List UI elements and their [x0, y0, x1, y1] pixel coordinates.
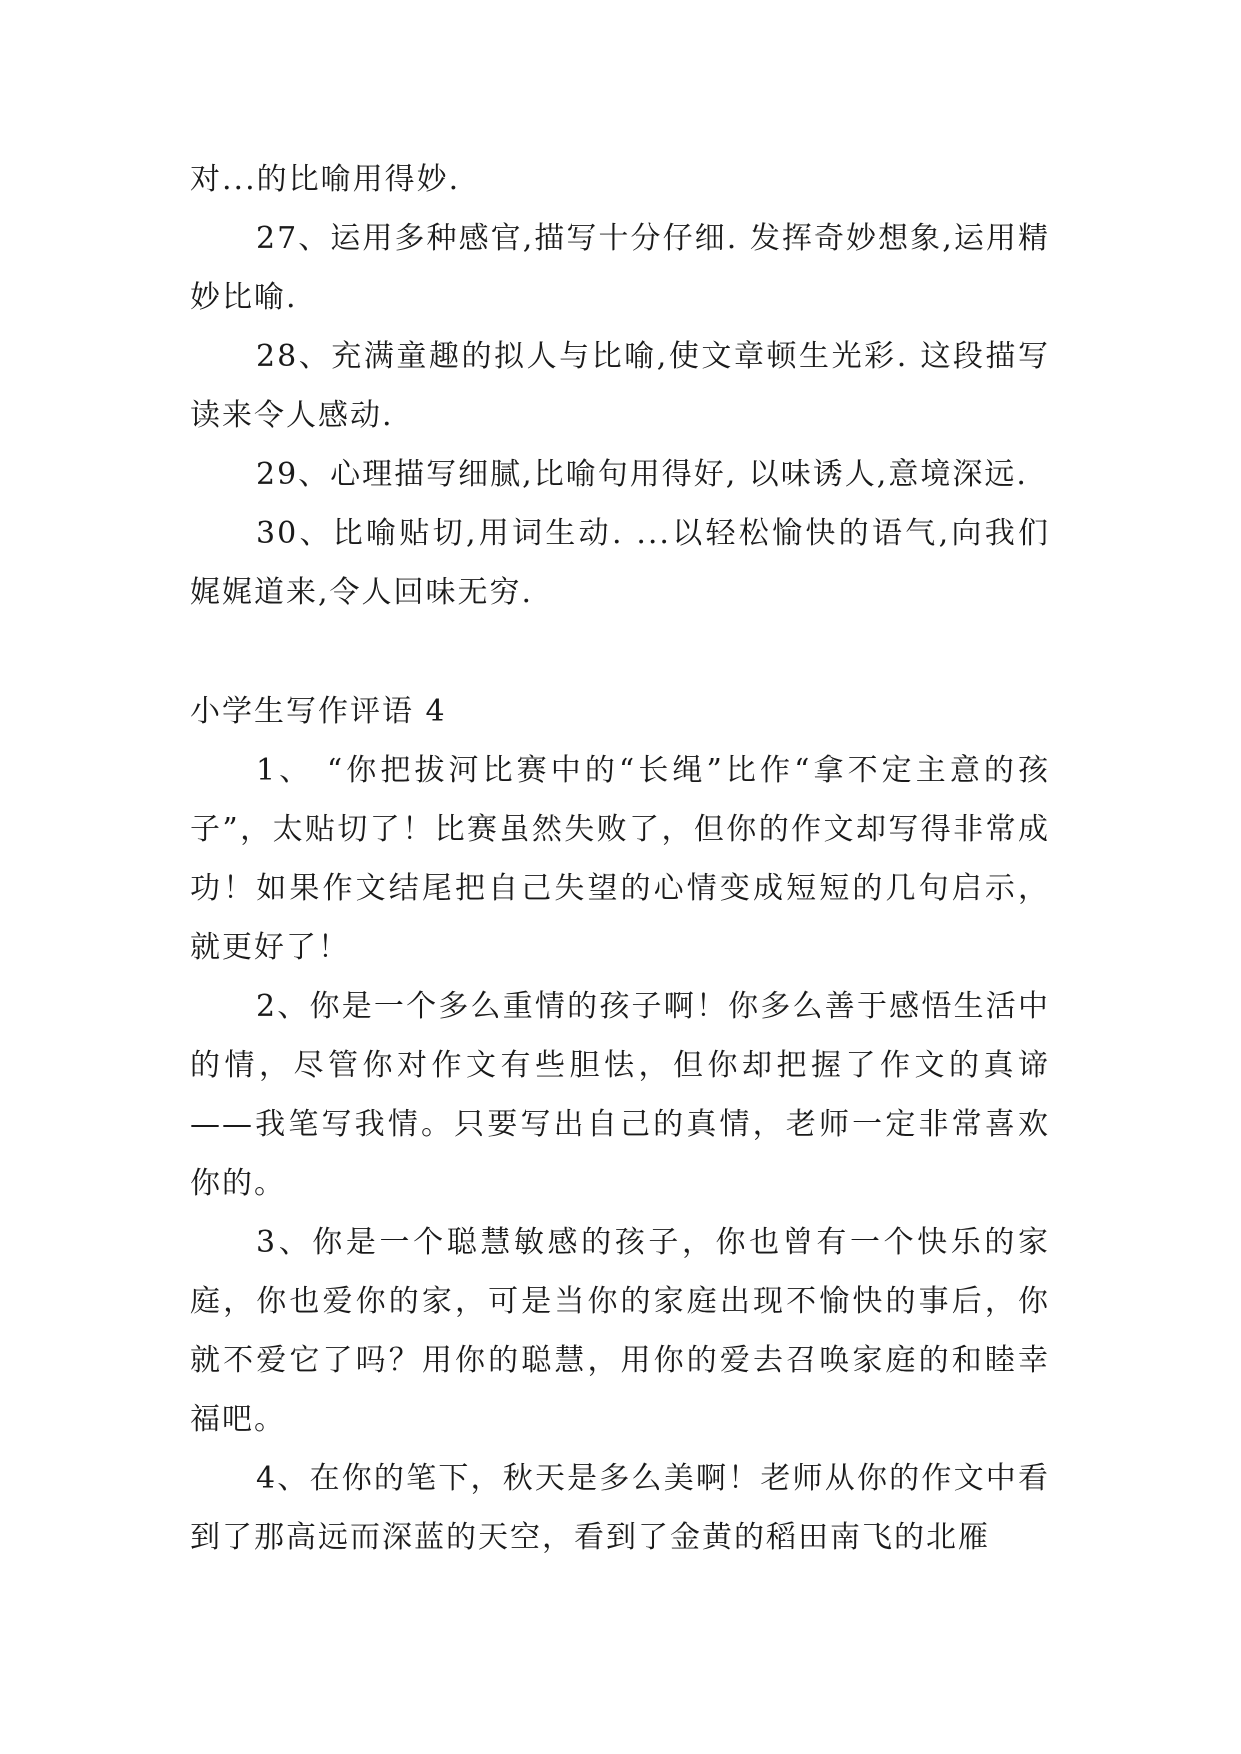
paragraph-1: 1、 “你把拔河比赛中的“长绳”比作“拿不定主意的孩子”，太贴切了！比赛虽然失败了，但你的作文却写得非常成功！如果作文结尾把自己失望的心情变成短短的几句启示，就更好了！ — [190, 753, 1050, 965]
paragraph-3: 3、你是一个聪慧敏感的孩子，你也曾有一个快乐的家庭，你也爱你的家，可是当你的家庭出现不愉快的事后，你就不爱它了吗？用你的聪慧，用你的爱去召唤家庭的和睦幸福吧。 — [190, 1225, 1050, 1437]
document-page — [190, 150, 1050, 1567]
paragraph-30: 30、比喻贴切,用词生动. ...以轻松愉快的语气,向我们娓娓道来,令人回味无穷. — [190, 516, 1050, 610]
paragraph-2: 2、你是一个多么重情的孩子啊！你多么善于感悟生活中的情，尽管你对作文有些胆怯，但你却把握了作文的真谛——我笔写我情。只要写出自己的真情，老师一定非常喜欢你的。 — [190, 989, 1050, 1201]
paragraph-continued: 对...的比喻用得妙. — [190, 162, 461, 197]
paragraph-28: 28、充满童趣的拟人与比喻,使文章顿生光彩. 这段描写读来令人感动. — [190, 339, 1050, 433]
paragraph-29: 29、心理描写细腻,比喻句用得好, 以味诱人,意境深远. — [256, 457, 1028, 492]
section-gap — [190, 622, 1050, 682]
section-title: 小学生写作评语 4 — [190, 694, 447, 729]
paragraph-27: 27、运用多种感官,描写十分仔细. 发挥奇妙想象,运用精妙比喻. — [190, 221, 1050, 315]
paragraph-4: 4、在你的笔下，秋天是多么美啊！老师从你的作文中看到了那高远而深蓝的天空，看到了金黄的稻田南飞的北雁 — [190, 1461, 1050, 1555]
